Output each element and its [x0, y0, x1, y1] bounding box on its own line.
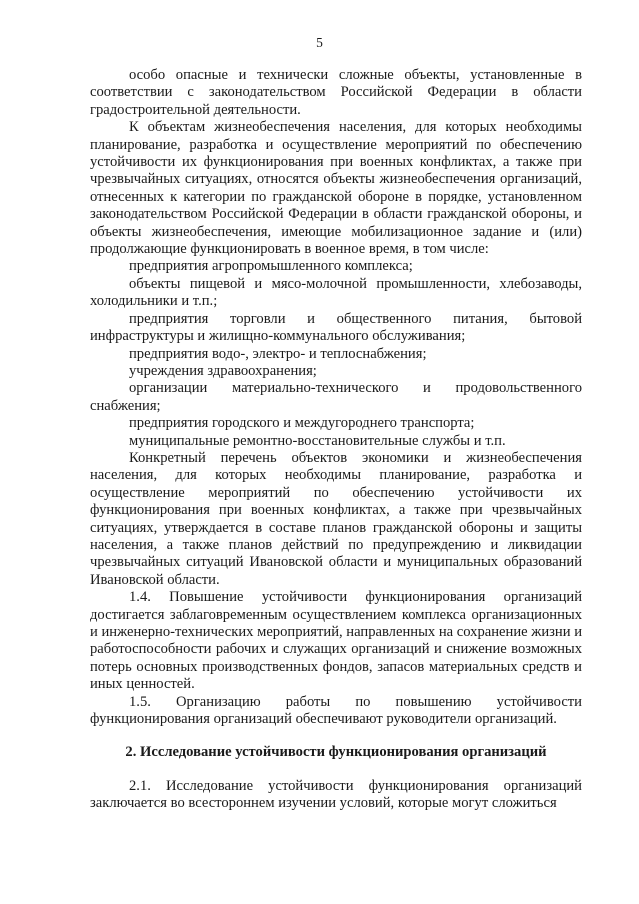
- paragraph-life-support-objects: К объектам жизнеобеспечения населения, для которых необходимы планирование, разработка и осуществление мероприятий по обеспечению устойчивости их функционирования при военных конфликтах, а также при чрезвычайных ситуациях, относятся объекты жизнеобеспечения организаций, отнесенных к категории по гражданской обороне в порядке, установленном законодательством Российской Федерации в области гражданской обороны, и объекты жизнеобеспечения, имеющие мобилизационное задание и (или) продолжающие функционировать в военное время, в том числе:: [90, 119, 582, 258]
- list-item-supply: организации материально-технического и продовольственного снабжения;: [90, 380, 582, 414]
- list-item-agro: предприятия агропромышленного комплекса;: [129, 258, 413, 275]
- list-item-repair-services: муниципальные ремонтно-восстановительные службы и т.п.: [129, 432, 506, 449]
- list-item-healthcare: учреждения здравоохранения;: [129, 362, 317, 379]
- list-item-transport: предприятия городского и междугороднего транспорта;: [129, 415, 475, 432]
- paragraph-1-5: 1.5. Организацию работы по повышению устойчивости функционирования организаций обеспечивают руководители организаций.: [90, 693, 582, 728]
- list-item-food-industry: объекты пищевой и мясо-молочной промышленности, хлебозаводы, холодильники и т.п.;: [90, 275, 582, 310]
- section-heading: 2. Исследование устойчивости функционирования организаций: [125, 744, 547, 761]
- list-item-utilities: предприятия водо-, электро- и теплоснабжения;: [129, 345, 427, 362]
- paragraph-specific-list: Конкретный перечень объектов экономики и жизнеобеспечения населения, для которых необходимы планирование, разработка и осуществление мероприятий по обеспечению устойчивости их функционирования при военных конфликтах, а также при чрезвычайных ситуациях, утверждается в составе планов гражданской обороны и защиты населения, а также планов действий по предупреждению и ликвидации чрезвычайных ситуаций Ивановской области и муниципальных образований Ивановской области.: [90, 449, 582, 588]
- paragraph-1-4: 1.4. Повышение устойчивости функционирования организаций достигается заблаговременным осуществлением комплекса организационных и инженерно-технических мероприятий, направленных на сохранение жизни и работоспособности рабочих и служащих организаций и снижение возможных потерь основных производственных фондов, запасов материальных средств и иных ценностей.: [90, 589, 583, 693]
- paragraph-2-1: 2.1. Исследование устойчивости функционирования организаций заключается во всестороннем изучении условий, которые могут сложиться: [90, 777, 582, 812]
- page-number: 5: [316, 35, 323, 50]
- document-body: [90, 67, 582, 813]
- paragraph-hazardous-objects: особо опасные и технически сложные объекты, установленные в соответствии с законодательством Российской Федерации в области градостроительной деятельности.: [90, 67, 582, 118]
- list-item-trade: предприятия торговли и общественного питания, бытовой инфраструктуры и жилищно-коммунального обслуживания;: [90, 310, 582, 345]
